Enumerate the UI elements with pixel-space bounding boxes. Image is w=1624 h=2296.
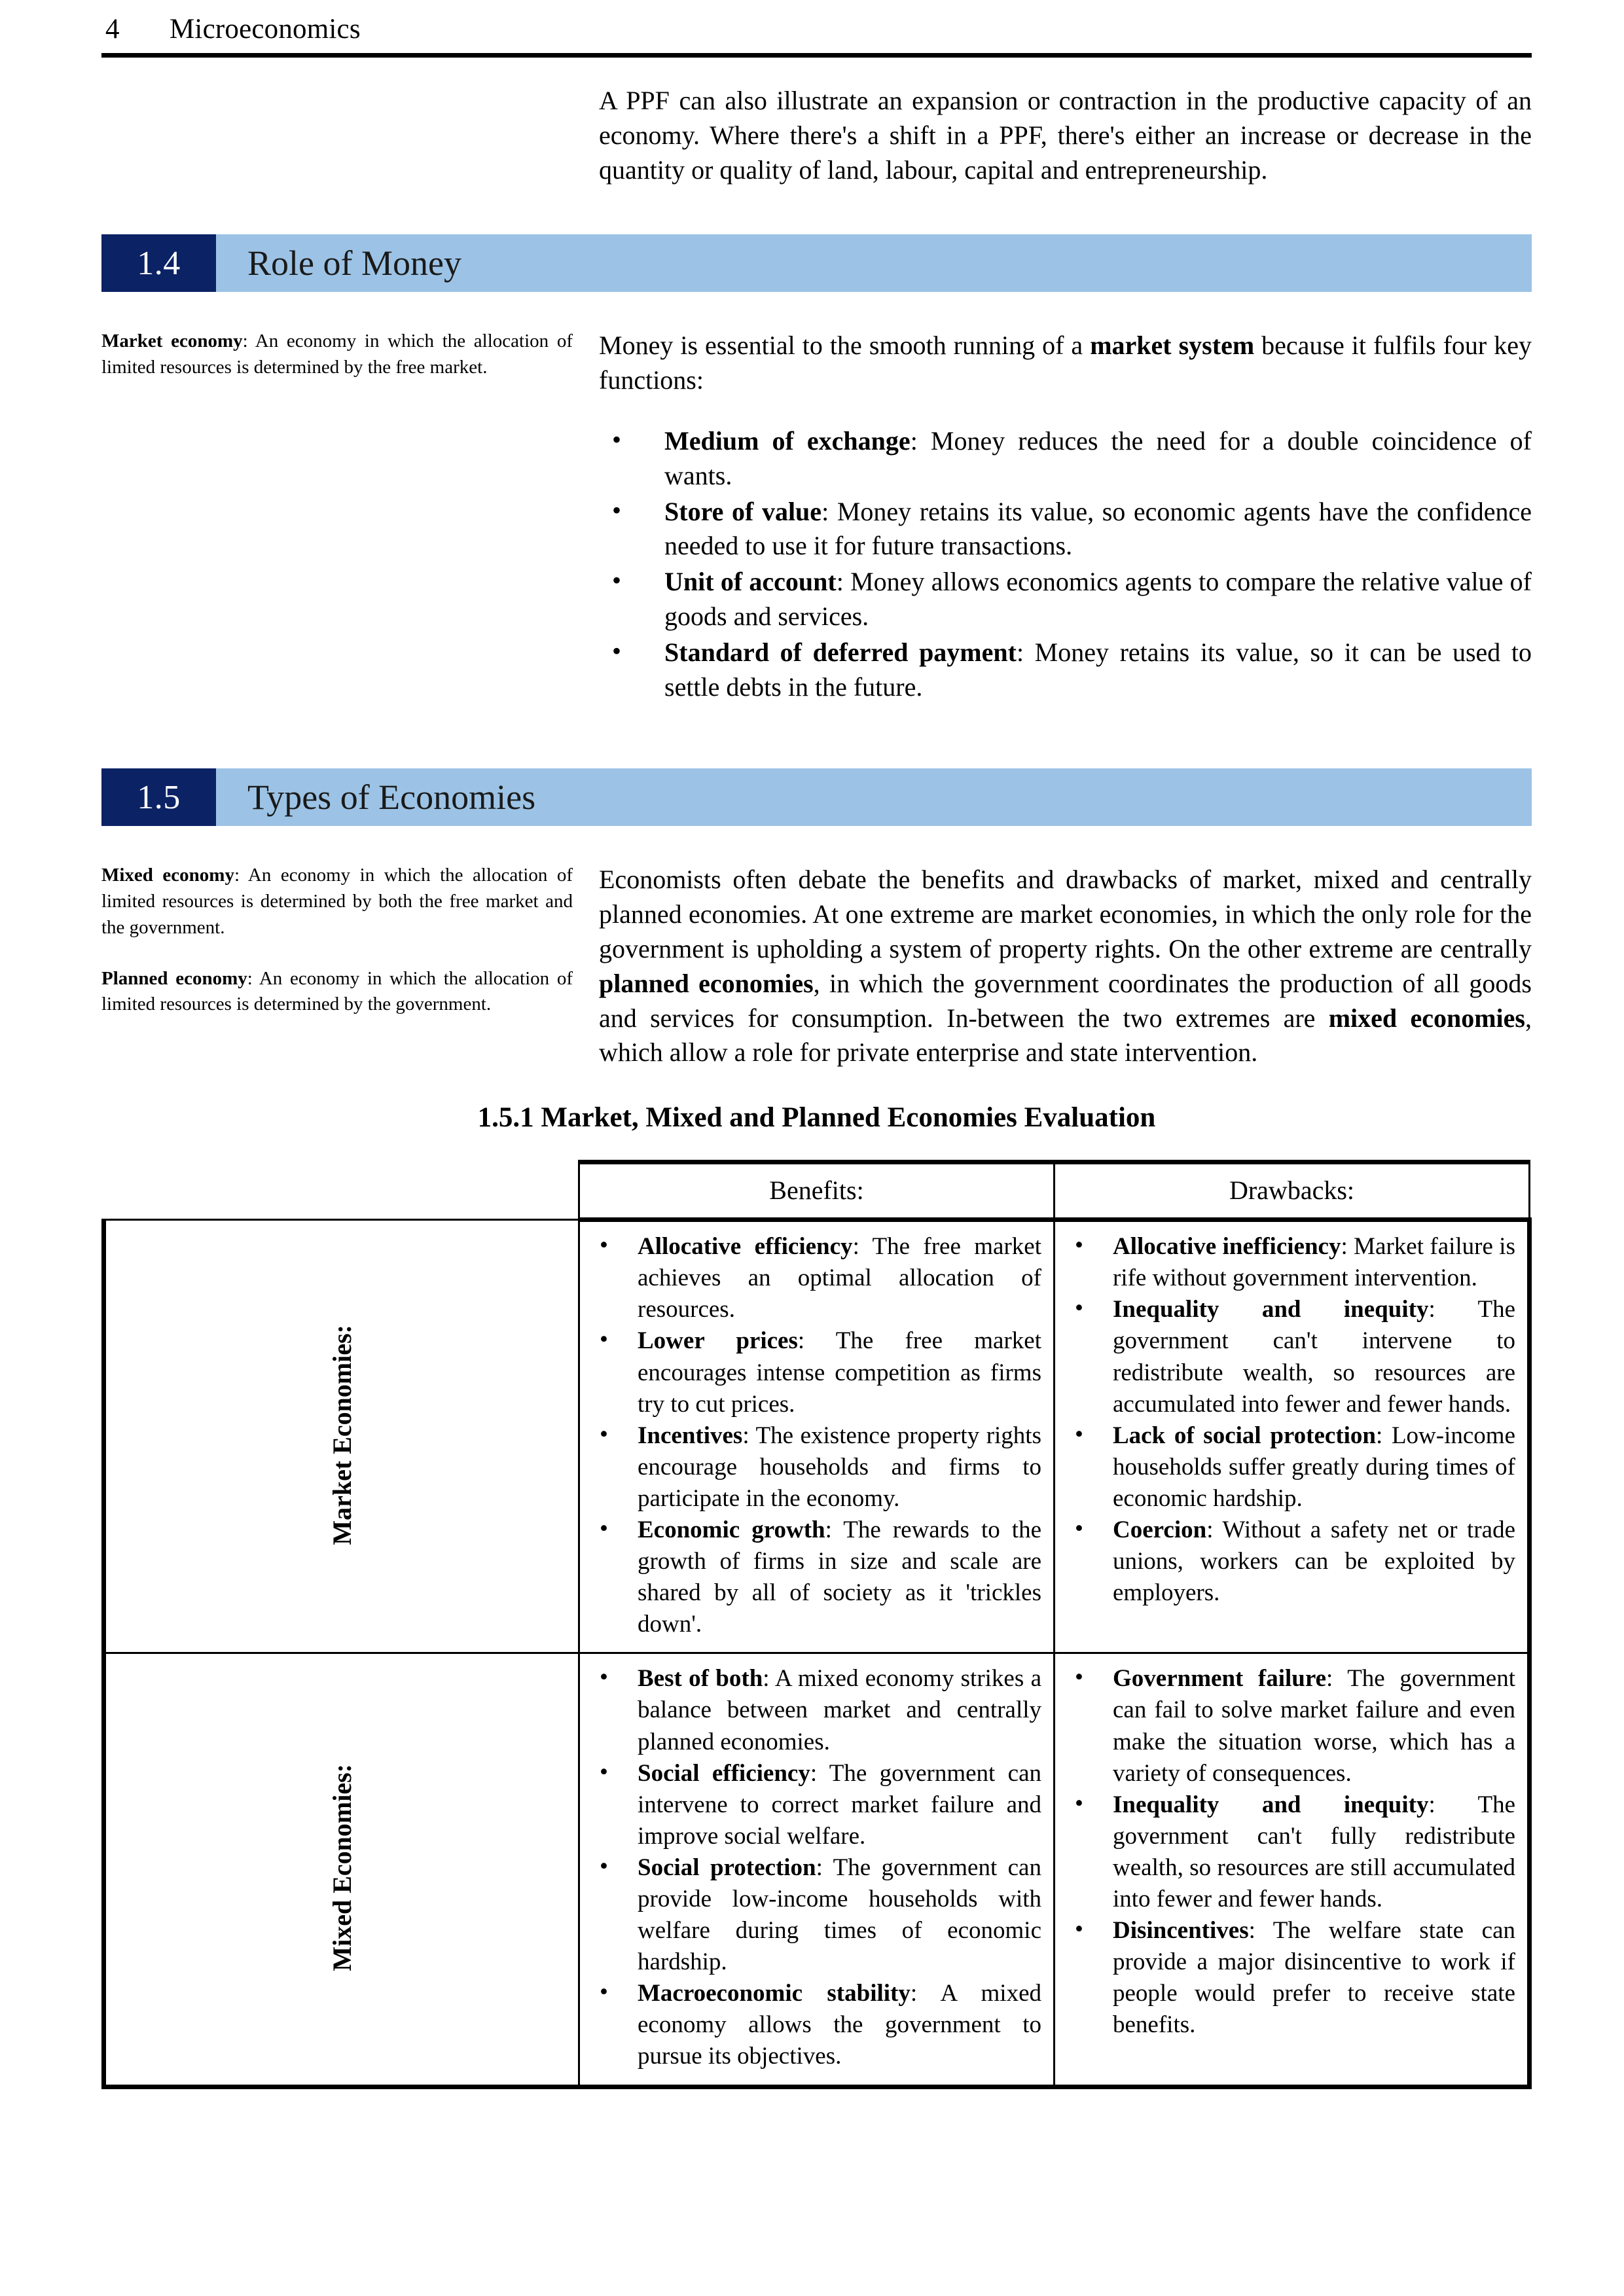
list-item — [584, 1515, 1041, 1640]
economies-paragraph-b1: planned economies — [599, 968, 814, 998]
intro-band — [101, 84, 1532, 187]
cell-market-drawbacks — [1055, 1220, 1530, 1653]
bullet-text: : Without a safety net or trade unions, workers can be exploited by employers. — [1113, 1516, 1515, 1607]
list-item — [584, 1852, 1041, 1978]
cell-mixed-benefits — [579, 1653, 1055, 2087]
money-intro-part2: because it fulfils four key functions: — [599, 331, 1532, 395]
bullet-term: Lower prices — [638, 1327, 798, 1355]
cell-market-benefits — [579, 1220, 1055, 1653]
market-drawbacks-list — [1059, 1231, 1515, 1609]
bullet-term: Macroeconomic stability — [638, 1980, 911, 2007]
keyterm-mixed-economy-definition: : An economy in which the allocation of limited resources is determined by both the free market and the government. — [101, 865, 573, 938]
bullet-term: Unit of account — [664, 567, 837, 597]
list-item — [584, 1758, 1041, 1852]
keyterm-market-economy — [101, 329, 573, 380]
cell-mixed-drawbacks — [1055, 1653, 1530, 2087]
money-functions-list — [599, 424, 1532, 704]
economies-evaluation-table — [101, 1160, 1532, 2089]
mixed-benefits-list — [584, 1663, 1041, 2072]
bullet-term: Allocative efficiency — [638, 1233, 853, 1261]
table-header-drawbacks: Drawbacks: — [1055, 1162, 1530, 1220]
bullet-text: : The government can fail to solve market failure and even make the situation worse, which has a variety of consequences. — [1113, 1665, 1515, 1787]
section-1-5-margin-column — [101, 863, 599, 1043]
list-item — [1059, 1294, 1515, 1420]
bullet-text: : The government can't fully redistribute wealth, so resources are still accumulated into fewer and fewer hands. — [1113, 1791, 1515, 1913]
bullet-text: : The existence property rights encourage households and firms to participate in the economy. — [638, 1422, 1041, 1512]
list-item — [1059, 1420, 1515, 1515]
mixed-drawbacks-list — [1059, 1663, 1515, 2041]
intro-main-column — [599, 84, 1532, 187]
list-item — [584, 1231, 1041, 1325]
money-intro-bold: market system — [1090, 331, 1255, 361]
keyterm-mixed-economy-term: Mixed economy — [101, 865, 234, 886]
section-number-1-4: 1.4 — [101, 234, 216, 292]
bullet-text: : The welfare state can provide a major disincentive to work if people would prefer to receive state benefits. — [1113, 1917, 1515, 2039]
bullet-term: Best of both — [638, 1665, 763, 1693]
list-item — [1059, 1663, 1515, 1789]
bullet-term: Social efficiency — [638, 1759, 810, 1787]
bullet-text: : Money reduces the need for a double coincidence of wants. — [664, 425, 1532, 490]
bullet-term: Store of value — [664, 496, 822, 526]
bullet-text: : Money retains its value, so economic agents have the confidence needed to use it for future transactions. — [664, 496, 1532, 561]
bullet-text: : A mixed economy allows the government to pursue its objectives. — [638, 1980, 1041, 2070]
bullet-text: : A mixed economy strikes a balance between market and centrally planned economies. — [638, 1665, 1042, 1755]
section-number-1-5: 1.5 — [101, 768, 216, 826]
bullet-text: : The government can't intervene to redistribute wealth, so resources are accumulated into fewer and fewer hands. — [1113, 1296, 1515, 1418]
bullet-term: Lack of social protection — [1113, 1422, 1377, 1449]
bullet-text: : Market failure is rife without government intervention. — [1113, 1233, 1515, 1292]
list-item — [1059, 1231, 1515, 1294]
bullet-term: Incentives — [638, 1422, 743, 1449]
section-title-1-5: Types of Economies — [216, 768, 1532, 826]
economies-paragraph-p3: , which allow a role for private enterprise and state intervention. — [599, 1003, 1532, 1067]
money-intro-paragraph — [599, 329, 1532, 398]
list-item — [584, 1325, 1041, 1420]
intro-paragraph: A PPF can also illustrate an expansion or contraction in the productive capacity of an economy. Where there's a shift in a PPF, there's either an increase or decrease in the quantity or quality of land, labour, capital and entrepreneurship. — [599, 86, 1532, 185]
bullet-text: : The government can intervene to correct market failure and improve social welfare. — [638, 1759, 1041, 1850]
bullet-term: Disincentives — [1113, 1917, 1249, 1945]
bullet-term: Government failure — [1113, 1665, 1327, 1693]
header-section-title: Microeconomics — [170, 14, 361, 45]
keyterm-planned-economy — [101, 966, 573, 1018]
row-label-market-economies — [104, 1220, 579, 1653]
row-label-text: Market Economies: — [327, 1324, 357, 1545]
section-header-1-4 — [101, 234, 1532, 292]
row-label-mixed-economies — [104, 1653, 579, 2087]
list-item — [599, 565, 1532, 634]
keyterm-planned-economy-term: Planned economy — [101, 967, 247, 989]
subsection-title-1-5-1: 1.5.1 Market, Mixed and Planned Economies Evaluation — [477, 1102, 1156, 1134]
bullet-term: Inequality and inequity — [1113, 1296, 1429, 1323]
market-benefits-list — [584, 1231, 1041, 1640]
list-item — [584, 1663, 1041, 1757]
bullet-term: Inequality and inequity — [1113, 1791, 1429, 1818]
list-item — [1059, 1515, 1515, 1609]
table-header-row — [104, 1162, 1530, 1220]
section-1-5-main-column — [599, 863, 1532, 1070]
section-1-4-margin-column — [101, 329, 599, 405]
list-item — [599, 424, 1532, 493]
bullet-text: : The rewards to the growth of firms in size and scale are shared by all of society as it 'trickles down'. — [638, 1516, 1041, 1638]
list-item — [1059, 1789, 1515, 1915]
header-rule — [101, 53, 1532, 58]
bullet-term: Medium of exchange — [664, 425, 911, 456]
economies-paragraph-p1: Economists often debate the benefits and drawbacks of market, mixed and centrally planned economies. At one extreme are market economies, in which the only role for the government is upholding a system of property rights. On the other extreme are centrally — [599, 865, 1532, 963]
section-1-4-band — [101, 329, 1532, 706]
bullet-text: : The free market encourages intense competition as firms try to cut prices. — [638, 1327, 1041, 1418]
keyterm-planned-economy-definition: : An economy in which the allocation of limited resources is determined by the government. — [101, 967, 573, 1015]
section-1-5-band — [101, 863, 1532, 1070]
economies-paragraph-b2: mixed economies — [1328, 1003, 1525, 1033]
page-number: 4 — [105, 14, 120, 45]
keyterm-mixed-economy — [101, 863, 573, 941]
bullet-text: : Money allows economics agents to compare the relative value of goods and services. — [664, 567, 1532, 631]
economies-paragraph-p2: , in which the government coordinates the production of all goods and services for consumption. In-between the two extremes are — [599, 968, 1532, 1033]
list-item — [1059, 1915, 1515, 2041]
section-header-1-5 — [101, 768, 1532, 826]
list-item — [584, 1978, 1041, 2072]
list-item — [599, 636, 1532, 705]
table-row — [104, 1653, 1530, 2087]
list-item — [584, 1420, 1041, 1515]
bullet-text: : The government can provide low-income households with welfare during times of economic hardship. — [638, 1854, 1041, 1976]
economies-paragraph — [599, 863, 1532, 1070]
table-row — [104, 1220, 1530, 1653]
keyterm-market-economy-term: Market economy — [101, 331, 243, 352]
bullet-term: Coercion — [1113, 1516, 1207, 1543]
section-1-4-main-column — [599, 329, 1532, 706]
keyterm-market-economy-definition: : An economy in which the allocation of limited resources is determined by the free market. — [101, 331, 573, 378]
bullet-term: Economic growth — [638, 1516, 825, 1543]
table-corner-cell — [104, 1162, 579, 1220]
section-title-1-4: Role of Money — [216, 234, 1532, 292]
bullet-term: Standard of deferred payment — [664, 637, 1017, 667]
table-header-benefits: Benefits: — [579, 1162, 1055, 1220]
row-label-text: Mixed Economies: — [327, 1764, 357, 1971]
bullet-text: : Low-income households suffer greatly during times of economic hardship. — [1113, 1422, 1515, 1512]
page-content — [101, 13, 1532, 2089]
bullet-term: Allocative inefficiency — [1113, 1233, 1341, 1261]
bullet-text: : Money retains its value, so it can be used to settle debts in the future. — [664, 637, 1532, 702]
bullet-text: : The free market achieves an optimal allocation of resources. — [638, 1233, 1041, 1323]
running-header — [101, 13, 1532, 45]
money-intro-part1: Money is essential to the smooth running of a — [599, 331, 1091, 361]
list-item — [599, 495, 1532, 564]
bullet-term: Social protection — [638, 1854, 816, 1881]
